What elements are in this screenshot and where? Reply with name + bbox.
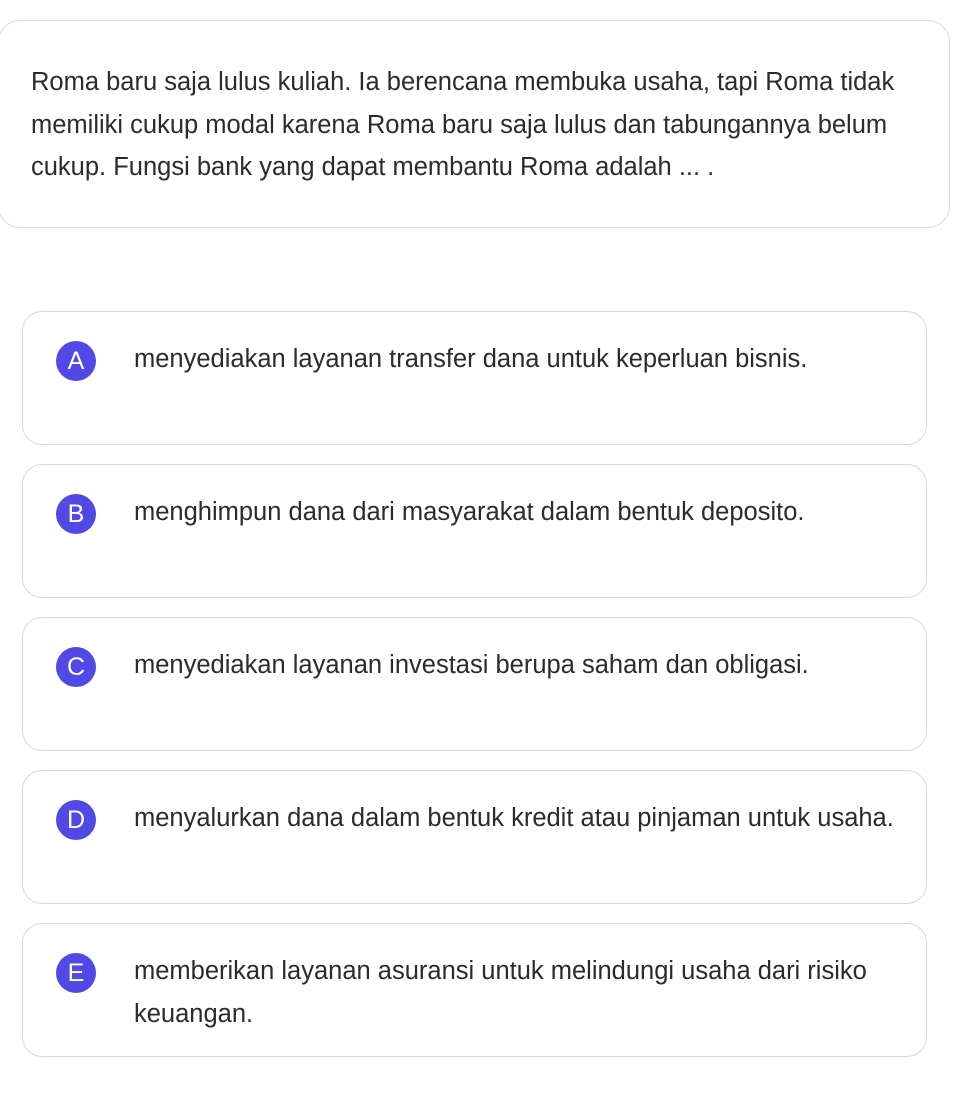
option-text: menghimpun dana dari masyarakat dalam bentuk deposito. (134, 498, 805, 526)
option-letter-badge: D (56, 800, 96, 840)
option-letter-badge: B (56, 494, 96, 534)
option-text: menyalurkan dana dalam bentuk kredit atau pinjaman untuk usaha. (134, 804, 894, 832)
option-letter-badge: E (56, 953, 96, 993)
option-letter-badge: A (56, 341, 96, 381)
question-text: Roma baru saja lulus kuliah. Ia berencana membuka usaha, tapi Roma tidak memiliki cukup modal karena Roma baru saja lulus dan tabungannya belum cukup. Fungsi bank yang dapat membantu Roma adalah ... . (31, 68, 895, 181)
option-b[interactable] (22, 464, 927, 598)
option-text: menyediakan layanan transfer dana untuk keperluan bisnis. (134, 345, 808, 373)
option-a[interactable] (22, 311, 927, 445)
option-d[interactable] (22, 770, 927, 904)
question-card (0, 20, 950, 228)
option-text: menyediakan layanan investasi berupa saham dan obligasi. (134, 651, 809, 679)
option-text: memberikan layanan asuransi untuk melindungi usaha dari risiko keuangan. (134, 957, 867, 1028)
option-c[interactable] (22, 617, 927, 751)
option-letter-badge: C (56, 647, 96, 687)
option-e[interactable] (22, 923, 927, 1057)
